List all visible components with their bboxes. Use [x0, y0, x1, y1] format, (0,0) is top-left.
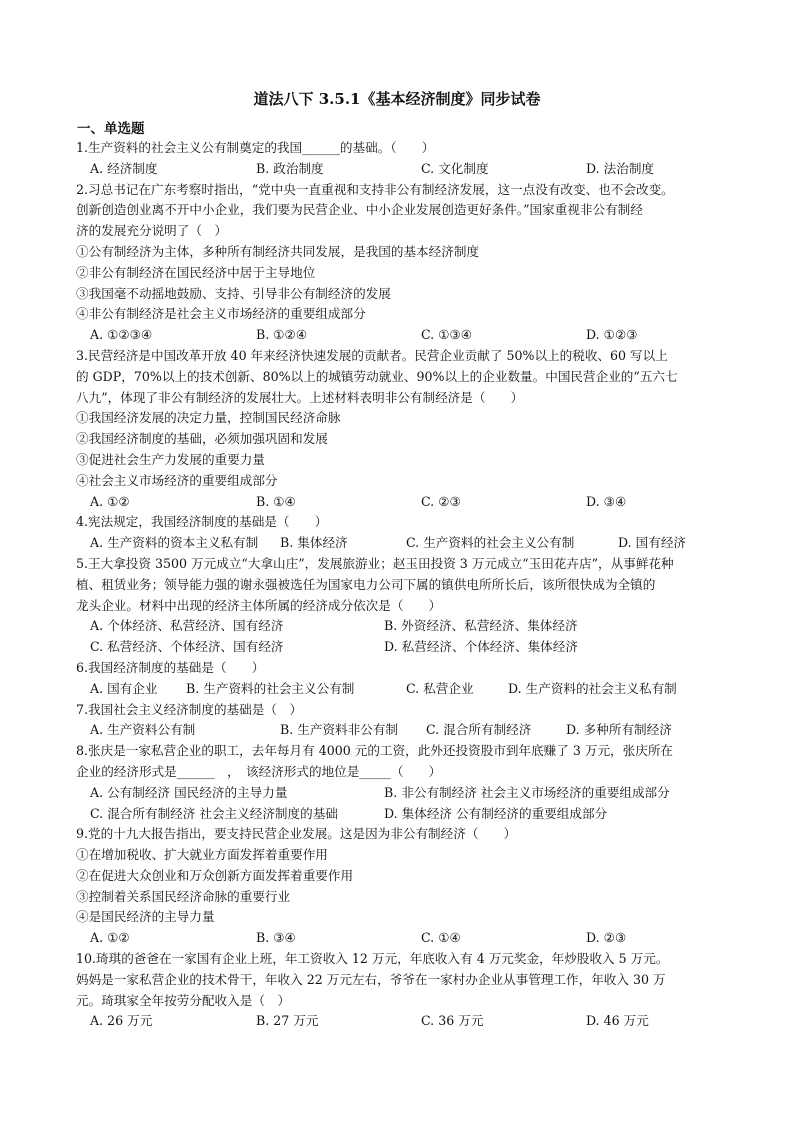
answer-option[interactable]: A. 国有企业 [90, 680, 158, 696]
answer-option[interactable]: C. 生产资料的社会主义公有制 [406, 535, 575, 551]
question-list [76, 138, 726, 1032]
statement-item: ②我国经济制度的基础，必须加强巩固和发展 [76, 431, 328, 447]
answer-option[interactable]: B. ①②④ [256, 327, 308, 343]
answer-option[interactable]: B. 生产资料的社会主义公有制 [186, 680, 355, 696]
answer-option[interactable]: A. 经济制度 [90, 160, 158, 176]
question-block [76, 824, 726, 949]
question-stem-line: 的 GDP，70%以上的技术创新、80%以上的城镇劳动就业、90%以上的企业数量。中国民营企业的“五六七 [76, 368, 678, 384]
question-stem-line: 妈妈是一家私营企业的技术骨干，年收入 22 万元左右，爷爷在一家村办企业从事管理工作，年收入 30 万 [76, 971, 666, 987]
options-row [76, 928, 726, 949]
options-row [76, 533, 726, 554]
question-block [76, 949, 726, 1032]
answer-option[interactable]: A. 个体经济、私营经济、国有经济 [90, 618, 284, 634]
statement-item: ②在促进大众创业和万众创新方面发挥着重要作用 [76, 867, 354, 883]
answer-option[interactable]: D. 生产资料的社会主义私有制 [508, 680, 677, 696]
answer-option[interactable]: B. ③④ [256, 930, 296, 946]
answer-option[interactable]: D. 集体经济 公有制经济的重要组成部分 [384, 805, 608, 821]
options-row [76, 325, 726, 346]
statement-item: ③控制着关系国民经济命脉的重要行业 [76, 888, 291, 904]
answer-option[interactable]: D. 私营经济、个体经济、集体经济 [384, 639, 578, 655]
question-stem-line: 八九”，体现了非公有制经济的发展壮大。上述材料表明非公有制经济是（ ） [76, 389, 524, 405]
statement-item: ③我国毫不动摇地鼓励、支持、引导非公有制经济的发展 [76, 285, 391, 301]
question-stem-line: 元。琦琪家全年按劳分配收入是（ ） [76, 992, 291, 1008]
statement-item: ③促进社会生产力发展的重要力量 [76, 451, 265, 467]
answer-option[interactable]: B. 非公有制经济 社会主义市场经济的重要组成部分 [384, 784, 670, 800]
question-stem-line: 植、租赁业务；领导能力强的谢永强被选任为国家电力公司下属的镇供电所所长后，该所很快成为全镇的 [76, 576, 656, 592]
answer-option[interactable]: B. 外资经济、私营经济、集体经济 [384, 618, 578, 634]
answer-option[interactable]: C. 私营企业 [406, 680, 474, 696]
options-row [76, 616, 726, 637]
answer-option[interactable]: D. 46 万元 [586, 1013, 649, 1029]
statement-item: ①我国经济发展的决定力量，控制国民经济命脉 [76, 410, 341, 426]
statement-item: ④社会主义市场经济的重要组成部分 [76, 472, 278, 488]
question-stem-line: 7.我国社会主义经济制度的基础是（ ） [76, 701, 303, 717]
options-row [76, 783, 726, 804]
options-row [76, 159, 726, 180]
question-stem-line: 10.琦琪的爸爸在一家国有企业上班，年工资收入 12 万元，年底收入有 4 万元奖金，年炒股收入 5 万元。 [76, 951, 669, 967]
answer-option[interactable]: C. 混合所有制经济 [426, 722, 532, 738]
question-block [76, 180, 726, 346]
question-block [76, 700, 726, 742]
answer-option[interactable]: D. ②③ [586, 930, 627, 946]
statement-item: ④非公有制经济是社会主义市场经济的重要组成部分 [76, 306, 366, 322]
question-block [76, 554, 726, 658]
options-row [76, 804, 726, 825]
options-row [76, 492, 726, 513]
section-heading: 一、单选题 [77, 121, 145, 137]
answer-option[interactable]: D. ③④ [586, 493, 627, 509]
question-stem-line: 4.宪法规定，我国经济制度的基础是（ ） [76, 514, 328, 530]
question-block [76, 138, 726, 180]
answer-option[interactable]: C. 混合所有制经济 社会主义经济制度的基础 [90, 805, 338, 821]
answer-option[interactable]: A. 生产资料公有制 [90, 722, 196, 738]
question-stem-line: 5.王大拿投资 3500 万元成立“大拿山庄”，发展旅游业；赵玉田投资 3 万元成立“玉田花卉店”，从事鲜花种 [76, 555, 674, 571]
statement-item: ①公有制经济为主体，多种所有制经济共同发展，是我国的基本经济制度 [76, 243, 479, 259]
question-stem-line: 济的发展充分说明了（ ） [76, 223, 228, 239]
answer-option[interactable]: C. ①④ [421, 930, 461, 946]
answer-option[interactable]: A. 26 万元 [90, 1013, 153, 1029]
options-row [76, 679, 726, 700]
statement-item: ④是国民经济的主导力量 [76, 909, 215, 925]
answer-option[interactable]: D. 国有经济 [618, 535, 687, 551]
answer-option[interactable]: A. 生产资料的资本主义私有制 [90, 535, 259, 551]
answer-option[interactable]: B. 政治制度 [256, 160, 324, 176]
options-row [76, 1011, 726, 1032]
question-block [76, 346, 726, 512]
answer-option[interactable]: B. 27 万元 [256, 1013, 319, 1029]
answer-option[interactable]: D. 法治制度 [586, 160, 655, 176]
options-row [76, 637, 726, 658]
answer-option[interactable]: D. 多种所有制经济 [566, 722, 672, 738]
statement-item: ②非公有制经济在国民经济中居于主导地位 [76, 264, 316, 280]
statement-item: ①在增加税收、扩大就业方面发挥着重要作用 [76, 847, 328, 863]
answer-option[interactable]: C. ②③ [421, 493, 461, 509]
answer-option[interactable]: C. 私营经济、个体经济、国有经济 [90, 639, 284, 655]
answer-option[interactable]: B. 集体经济 [280, 535, 348, 551]
answer-option[interactable]: D. ①②③ [586, 327, 638, 343]
answer-option[interactable]: C. 文化制度 [421, 160, 489, 176]
question-stem-line: 1.生产资料的社会主义公有制奠定的我国______的基础。（ ） [76, 140, 435, 155]
question-stem-line: 创新创造创业离不开中小企业，我们要为民营企业、中小企业发展创造更好条件。”国家重视非公有制经 [76, 202, 643, 218]
question-stem-line: 8.张庆是一家私营企业的职工，去年每月有 4000 元的工资，此外还投资股市到年底赚了 3 万元，张庆所在 [76, 743, 674, 759]
question-block [76, 658, 726, 700]
question-block [76, 741, 726, 824]
answer-option[interactable]: B. ①④ [256, 493, 296, 509]
answer-option[interactable]: C. 36 万元 [421, 1013, 484, 1029]
answer-option[interactable]: A. ①② [90, 930, 130, 946]
question-stem-line: 3.民营经济是中国改革开放 40 年来经济快速发展的贡献者。民营企业贡献了 50%以上的税收、60 写以上 [76, 347, 668, 363]
answer-option[interactable]: C. ①③④ [421, 327, 473, 343]
question-stem-line: 6.我国经济制度的基础是（ ） [76, 659, 265, 675]
answer-option[interactable]: B. 生产资料非公有制 [280, 722, 399, 738]
question-stem-line: 2.习总书记在广东考察时指出，“党中央一直重视和支持非公有制经济发展，这一点没有改变、也不会改变。 [76, 181, 674, 197]
question-stem-line: 企业的经济形式是______ ， 该经济形式的地位是_____（ ） [76, 763, 442, 779]
answer-option[interactable]: A. ①② [90, 493, 130, 509]
options-row [76, 720, 726, 741]
answer-option[interactable]: A. 公有制经济 国民经济的主导力量 [90, 784, 288, 800]
question-stem-line: 9.党的十九大报告指出，要支持民营企业发展。这是因为非公有制经济（ ） [76, 826, 517, 842]
page-title: 道法八下 3.5.1《基本经济制度》同步试卷 [253, 90, 541, 108]
question-stem-line: 龙头企业。材料中出现的经济主体所属的经济成分依次是（ ） [76, 597, 442, 613]
question-block [76, 512, 726, 554]
answer-option[interactable]: A. ①②③④ [90, 327, 153, 343]
